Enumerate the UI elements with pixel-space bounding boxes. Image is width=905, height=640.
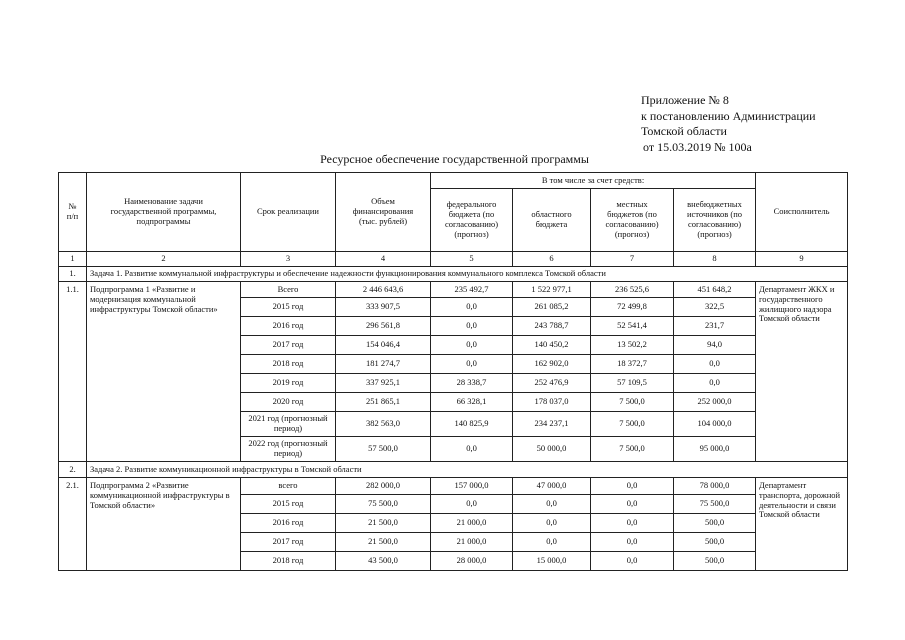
appendix-line-2: к постановлению Администрации: [641, 108, 816, 123]
period-cell: 2017 год: [241, 336, 336, 355]
header-period: Срок реализации: [241, 173, 336, 252]
task-number: 2.: [59, 462, 87, 478]
subprogram-name: Подпрограмма 1 «Развитие и модернизация коммунальной инфраструктуры Томской области»: [87, 282, 241, 462]
federal-cell: 0,0: [431, 437, 513, 462]
executor-cell: Департамент ЖКХ и государственного жилищного надзора Томской области: [756, 282, 848, 462]
table-row: [59, 478, 848, 495]
volume-cell: 75 500,0: [336, 495, 431, 514]
federal-cell: 21 000,0: [431, 533, 513, 552]
period-cell: Всего: [241, 282, 336, 298]
extra-cell: 78 000,0: [674, 478, 756, 495]
local-cell: 57 109,5: [591, 374, 674, 393]
extra-cell: 322,5: [674, 298, 756, 317]
header-regional: областного бюджета: [513, 189, 591, 252]
volume-cell: 154 046,4: [336, 336, 431, 355]
local-cell: 0,0: [591, 495, 674, 514]
volume-cell: 181 274,7: [336, 355, 431, 374]
period-cell: 2021 год (прогнозный период): [241, 412, 336, 437]
col-number: 8: [674, 252, 756, 267]
regional-cell: 47 000,0: [513, 478, 591, 495]
subprogram-name: Подпрограмма 2 «Развитие коммуникационной инфраструктуры в Томской области»: [87, 478, 241, 571]
volume-cell: 43 500,0: [336, 552, 431, 571]
period-cell: 2022 год (прогнозный период): [241, 437, 336, 462]
task-title: Задача 1. Развитие коммунальной инфраструктуры и обеспечение надежности функционирования коммунального комплекса Томской области: [87, 267, 848, 282]
regional-cell: 1 522 977,1: [513, 282, 591, 298]
federal-cell: 0,0: [431, 355, 513, 374]
federal-cell: 0,0: [431, 317, 513, 336]
regional-cell: 243 788,7: [513, 317, 591, 336]
local-cell: 0,0: [591, 478, 674, 495]
federal-cell: 157 000,0: [431, 478, 513, 495]
volume-cell: 337 925,1: [336, 374, 431, 393]
period-cell: 2019 год: [241, 374, 336, 393]
local-cell: 7 500,0: [591, 412, 674, 437]
extra-cell: 0,0: [674, 355, 756, 374]
volume-cell: 296 561,8: [336, 317, 431, 336]
period-cell: 2015 год: [241, 495, 336, 514]
col-number: 1: [59, 252, 87, 267]
federal-cell: 140 825,9: [431, 412, 513, 437]
federal-cell: 0,0: [431, 336, 513, 355]
local-cell: 52 541,4: [591, 317, 674, 336]
local-cell: 7 500,0: [591, 437, 674, 462]
extra-cell: 451 648,2: [674, 282, 756, 298]
local-cell: 0,0: [591, 514, 674, 533]
regional-cell: 252 476,9: [513, 374, 591, 393]
period-cell: всего: [241, 478, 336, 495]
federal-cell: 0,0: [431, 495, 513, 514]
period-cell: 2015 год: [241, 298, 336, 317]
local-cell: 72 499,8: [591, 298, 674, 317]
local-cell: 236 525,6: [591, 282, 674, 298]
period-cell: 2017 год: [241, 533, 336, 552]
period-cell: 2018 год: [241, 355, 336, 374]
executor-cell: Департамент транспорта, дорожной деятельности и связи Томской области: [756, 478, 848, 571]
volume-cell: 2 446 643,6: [336, 282, 431, 298]
regional-cell: 15 000,0: [513, 552, 591, 571]
header-local: местных бюджетов (по согласованию) (прогноз): [591, 189, 674, 252]
volume-cell: 251 865,1: [336, 393, 431, 412]
header-extra: внебюджетных источников (по согласованию) (прогноз): [674, 189, 756, 252]
col-number: 3: [241, 252, 336, 267]
federal-cell: 66 328,1: [431, 393, 513, 412]
extra-cell: 95 000,0: [674, 437, 756, 462]
col-number: 4: [336, 252, 431, 267]
period-cell: 2018 год: [241, 552, 336, 571]
volume-cell: 57 500,0: [336, 437, 431, 462]
extra-cell: 231,7: [674, 317, 756, 336]
appendix-line-4: от 15.03.2019 № 100а: [643, 139, 752, 154]
volume-cell: 282 000,0: [336, 478, 431, 495]
task-row: [59, 267, 848, 282]
regional-cell: 50 000,0: [513, 437, 591, 462]
extra-cell: 0,0: [674, 374, 756, 393]
extra-cell: 500,0: [674, 552, 756, 571]
federal-cell: 0,0: [431, 298, 513, 317]
table-row: [59, 282, 848, 298]
local-cell: 0,0: [591, 533, 674, 552]
regional-cell: 234 237,1: [513, 412, 591, 437]
header-num: № п/п: [59, 173, 87, 252]
volume-cell: 382 563,0: [336, 412, 431, 437]
header-volume: Объем финансирования (тыс. рублей): [336, 173, 431, 252]
header-executor: Соисполнитель: [756, 173, 848, 252]
federal-cell: 21 000,0: [431, 514, 513, 533]
extra-cell: 75 500,0: [674, 495, 756, 514]
regional-cell: 162 902,0: [513, 355, 591, 374]
volume-cell: 333 907,5: [336, 298, 431, 317]
header-federal: федерального бюджета (по согласованию) (прогноз): [431, 189, 513, 252]
local-cell: 0,0: [591, 552, 674, 571]
task-number: 1.: [59, 267, 87, 282]
appendix-line-1: Приложение № 8: [641, 93, 729, 107]
header-name: Наименование задачи государственной программы, подпрограммы: [87, 173, 241, 252]
local-cell: 13 502,2: [591, 336, 674, 355]
regional-cell: 261 085,2: [513, 298, 591, 317]
federal-cell: 235 492,7: [431, 282, 513, 298]
col-number: 9: [756, 252, 848, 267]
local-cell: 18 372,7: [591, 355, 674, 374]
period-cell: 2016 год: [241, 317, 336, 336]
extra-cell: 500,0: [674, 514, 756, 533]
extra-cell: 500,0: [674, 533, 756, 552]
appendix-block: [641, 93, 816, 155]
column-numbers-row: [59, 252, 848, 267]
col-number: 2: [87, 252, 241, 267]
regional-cell: 0,0: [513, 533, 591, 552]
regional-cell: 178 037,0: [513, 393, 591, 412]
resource-table: [58, 172, 848, 571]
local-cell: 7 500,0: [591, 393, 674, 412]
volume-cell: 21 500,0: [336, 533, 431, 552]
period-cell: 2020 год: [241, 393, 336, 412]
extra-cell: 252 000,0: [674, 393, 756, 412]
extra-cell: 104 000,0: [674, 412, 756, 437]
extra-cell: 94,0: [674, 336, 756, 355]
task-row: [59, 462, 848, 478]
subprogram-number: 1.1.: [59, 282, 87, 462]
regional-cell: 0,0: [513, 514, 591, 533]
header-including: В том числе за счет средств:: [431, 173, 756, 189]
col-number: 6: [513, 252, 591, 267]
col-number: 7: [591, 252, 674, 267]
regional-cell: 140 450,2: [513, 336, 591, 355]
period-cell: 2016 год: [241, 514, 336, 533]
regional-cell: 0,0: [513, 495, 591, 514]
federal-cell: 28 000,0: [431, 552, 513, 571]
subprogram-number: 2.1.: [59, 478, 87, 571]
federal-cell: 28 338,7: [431, 374, 513, 393]
task-title: Задача 2. Развитие коммуникационной инфраструктуры в Томской области: [87, 462, 848, 478]
document-title: Ресурсное обеспечение государственной программы: [320, 152, 589, 166]
volume-cell: 21 500,0: [336, 514, 431, 533]
col-number: 5: [431, 252, 513, 267]
appendix-line-3: Томской области: [641, 124, 727, 138]
